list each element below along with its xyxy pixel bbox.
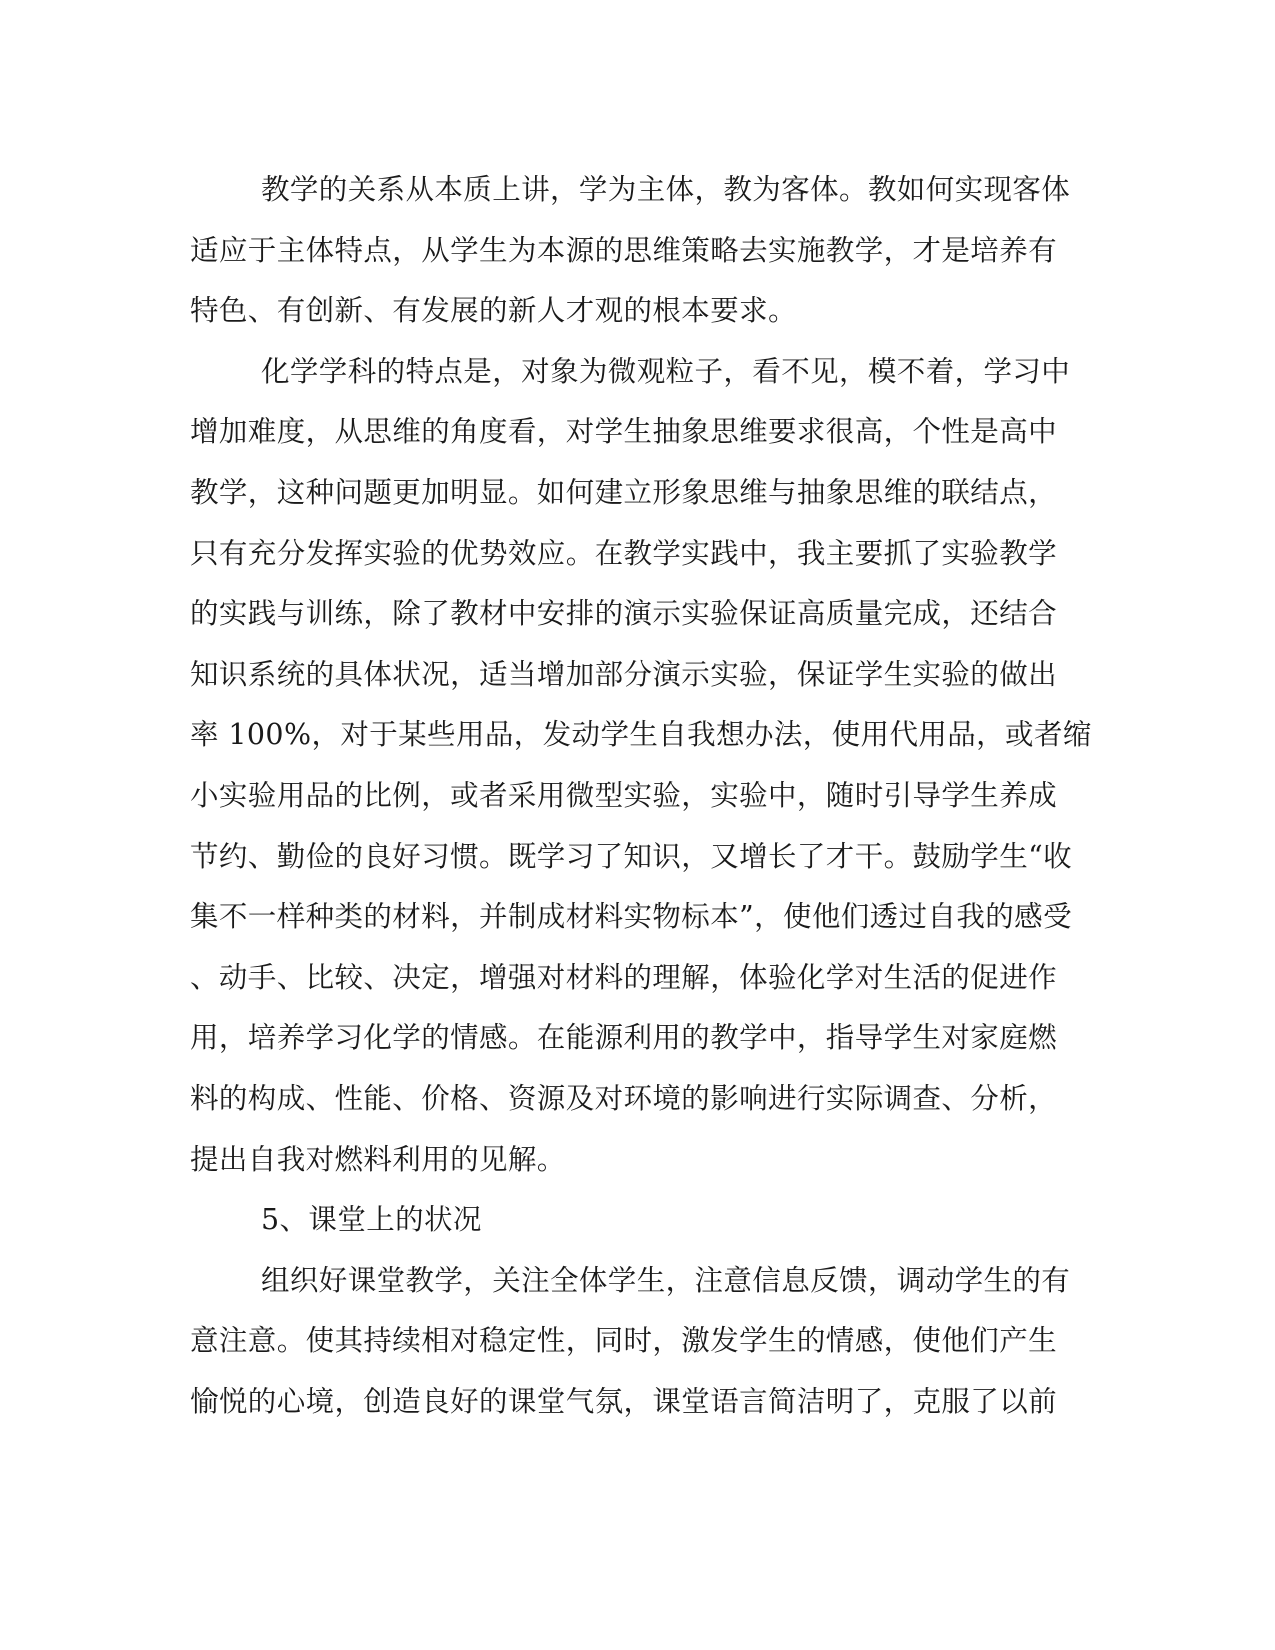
paragraph-line: 节约、勤俭的良好习惯。既学习了知识，又增长了才干。鼓励学生“收 <box>190 839 1072 873</box>
paragraph-line: 教学的关系从本质上讲，学为主体，教为客体。教如何实现客体 <box>261 173 1071 206</box>
paragraph-line: 意注意。使其持续相对稳定性，同时，激发学生的情感，使他们产生 <box>190 1324 1058 1358</box>
paragraph-line: 增加难度，从思维的角度看，对学生抽象思维要求很高，个性是高中 <box>190 415 1058 449</box>
paragraph-line: 组织好课堂教学，关注全体学生，注意信息反馈，调动学生的有 <box>261 1263 1071 1297</box>
body-text <box>190 160 1090 1432</box>
paragraph-line: 、动手、比较、决定，增强对材料的理解，体验化学对生活的促进作 <box>190 960 1058 994</box>
paragraph-line: 集不一样种类的材料，并制成材料实物标本”，使他们透过自我的感受 <box>190 900 1072 934</box>
paragraph-line: 料的构成、性能、价格、资源及对环境的影响进行实际调查、分析， <box>190 1081 1058 1115</box>
paragraph-line: 化学学科的特点是，对象为微观粒子，看不见，模不着，学习中 <box>261 354 1071 388</box>
paragraph-line: 提出自我对燃料利用的见解。 <box>190 1142 566 1176</box>
paragraph-line: 教学，这种问题更加明显。如何建立形象思维与抽象思维的联结点， <box>190 475 1058 509</box>
paragraph-line: 适应于主体特点，从学生为本源的思维策略去实施教学，才是培养有 <box>190 233 1058 267</box>
paragraph-line: 率 100%，对于某些用品，发动学生自我想办法，使用代用品，或者缩 <box>190 718 1092 752</box>
section-heading: 5、课堂上的状况 <box>261 1203 482 1237</box>
paragraph-line: 小实验用品的比例，或者采用微型实验，实验中，随时引导学生养成 <box>190 778 1058 812</box>
paragraph-line: 知识系统的具体状况，适当增加部分演示实验，保证学生实验的做出 <box>190 657 1058 691</box>
paragraph-line: 愉悦的心境，创造良好的课堂气氛，课堂语言简洁明了，克服了以前 <box>190 1384 1058 1418</box>
paragraph-line: 的实践与训练，除了教材中安排的演示实验保证高质量完成，还结合 <box>190 597 1058 631</box>
paragraph-line: 用，培养学习化学的情感。在能源利用的教学中，指导学生对家庭燃 <box>190 1021 1058 1055</box>
paragraph-line: 特色、有创新、有发展的新人才观的根本要求。 <box>190 294 797 328</box>
paragraph-line: 只有充分发挥实验的优势效应。在教学实践中，我主要抓了实验教学 <box>190 536 1058 570</box>
